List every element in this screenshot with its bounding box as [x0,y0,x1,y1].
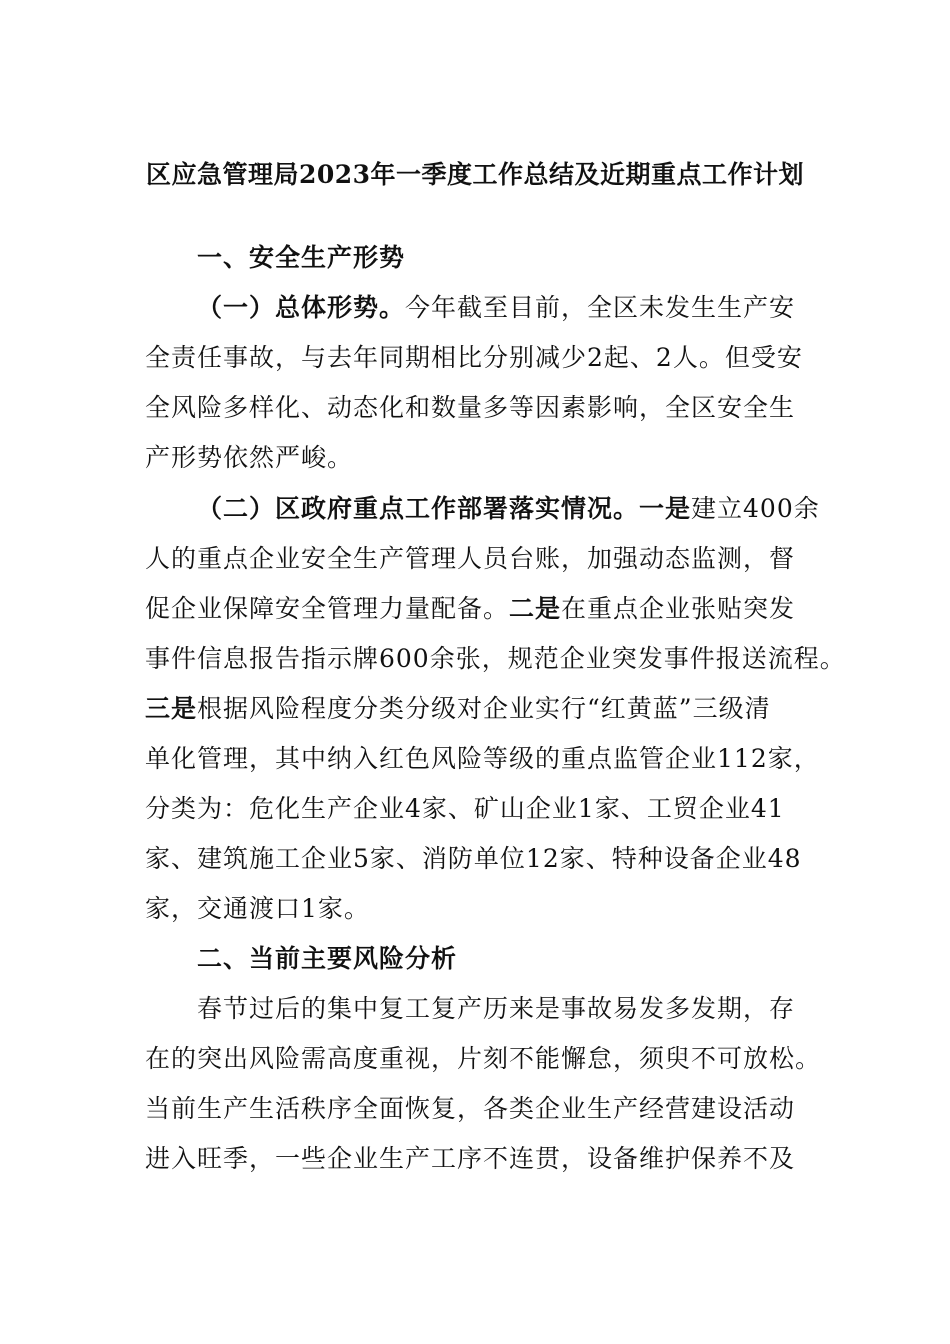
paragraph-2-line-7: 分类为：危化生产企业4家、矿山企业1家、工贸企业41 [145,794,785,823]
marker-first: 一是 [639,494,692,523]
section-heading-2: 二、当前主要风险分析 [197,944,458,973]
marker-third: 三是 [145,694,198,723]
paragraph-1-label: （一）总体形势。 [197,293,406,322]
paragraph-2-text: 建立400余 [691,494,820,523]
marker-second: 二是 [509,594,562,623]
paragraph-3-line-2: 在的突出风险需高度重视，片刻不能懈怠，须臾不可放松。 [145,1044,822,1073]
paragraph-2-line-2: 人的重点企业安全生产管理人员台账，加强动态监测，督 [145,544,796,573]
paragraph-2-line-1 [197,489,820,525]
paragraph-2-line-5-text: 根据风险程度分类分级对企业实行“红黄蓝”三级清 [197,694,771,723]
paragraph-2-line-9: 家，交通渡口1家。 [145,894,370,923]
section-heading-1: 一、安全生产形势 [197,243,406,272]
paragraph-2-line-4: 事件信息报告指示牌600余张，规范企业突发事件报送流程。 [145,644,846,673]
paragraph-2-line-6: 单化管理，其中纳入红色风险等级的重点监管企业112家， [145,744,820,773]
paragraph-3-line-3: 当前生产生活秩序全面恢复，各类企业生产经营建设活动 [145,1094,796,1123]
paragraph-2-line-3-pre: 促企业保障安全管理力量配备。 [145,594,510,623]
paragraph-3-line-4: 进入旺季，一些企业生产工序不连贯，设备维护保养不及 [145,1144,796,1173]
document-title: 区应急管理局2023年一季度工作总结及近期重点工作计划 [145,160,805,189]
paragraph-1-text: 今年截至目前，全区未发生生产安 [405,293,796,322]
paragraph-1-line-2: 全责任事故，与去年同期相比分别减少2起、2人。但受安 [145,343,803,372]
paragraph-2-line-3 [145,589,795,625]
paragraph-1-line-3: 全风险多样化、动态化和数量多等因素影响，全区安全生 [145,393,796,422]
paragraph-1-line-1 [197,288,795,324]
paragraph-2-line-3-post: 在重点企业张贴突发 [561,594,796,623]
paragraph-1-line-4: 产形势依然严峻。 [145,443,354,472]
paragraph-2-label: （二）区政府重点工作部署落实情况。 [197,494,640,523]
paragraph-3-line-1: 春节过后的集中复工复产历来是事故易发多发期，存 [197,994,796,1023]
paragraph-2-line-5 [145,689,771,725]
paragraph-2-line-8: 家、建筑施工企业5家、消防单位12家、特种设备企业48 [145,844,802,873]
